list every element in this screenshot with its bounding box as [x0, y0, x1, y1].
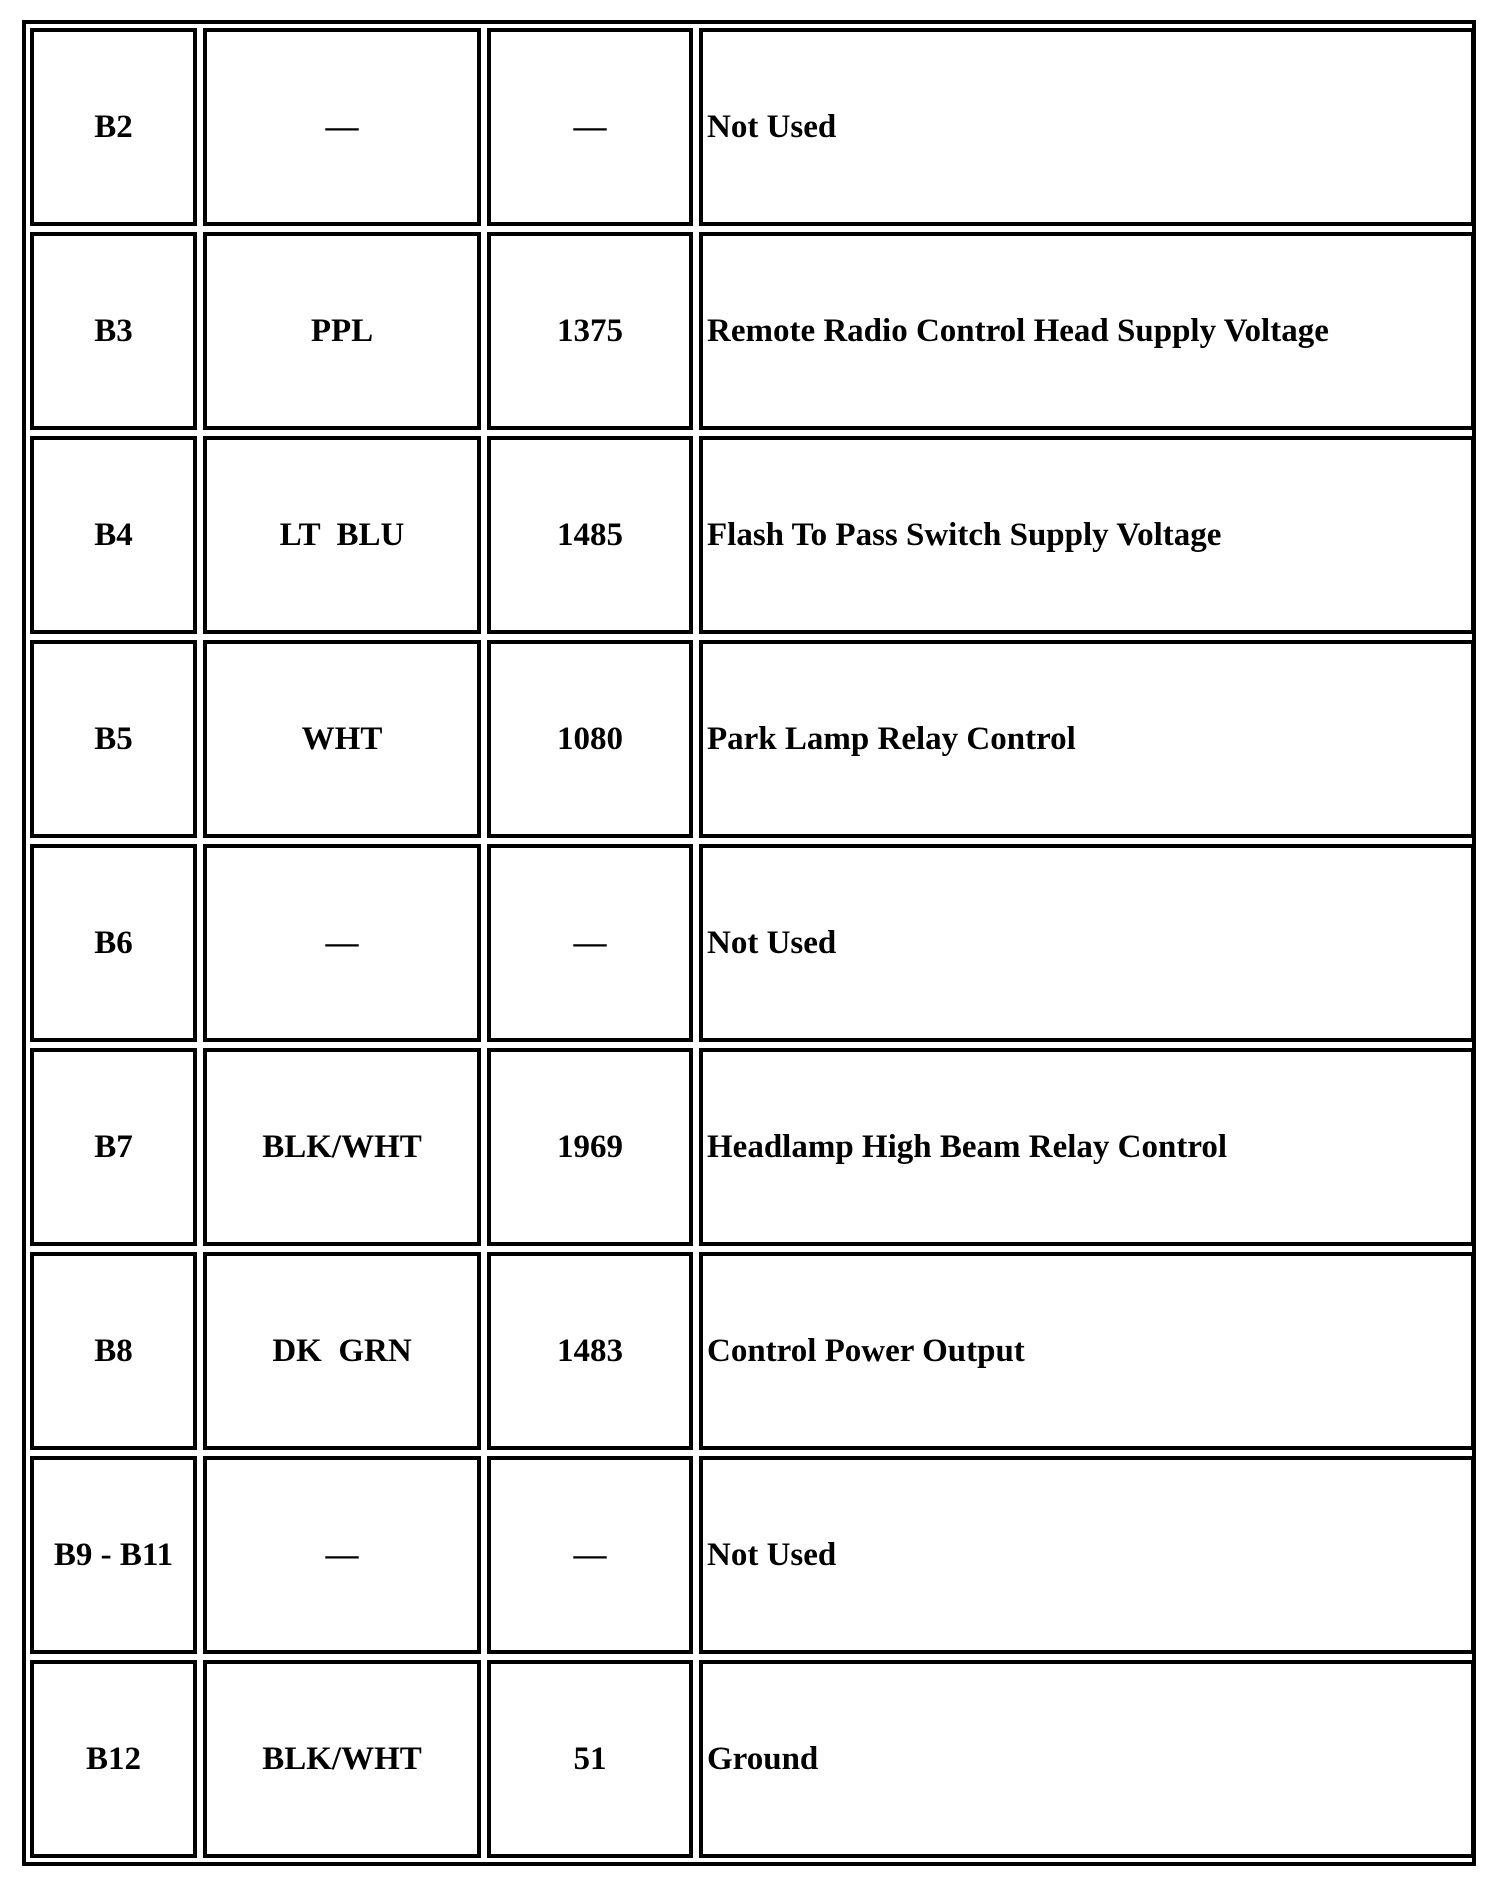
wire-color-cell: LT BLU	[203, 436, 481, 634]
pin-cell: B5	[30, 640, 197, 838]
connector-pinout-table	[24, 22, 1481, 1864]
function-cell: Headlamp High Beam Relay Control	[699, 1048, 1475, 1246]
circuit-cell: —	[487, 844, 693, 1042]
wire-color-cell: BLK/WHT	[203, 1660, 481, 1858]
pin-cell: B8	[30, 1252, 197, 1450]
circuit-cell: 1080	[487, 640, 693, 838]
function-cell: Ground	[699, 1660, 1475, 1858]
wire-color-cell: PPL	[203, 232, 481, 430]
table-row	[30, 232, 1475, 430]
table-row	[30, 1048, 1475, 1246]
pin-cell: B7	[30, 1048, 197, 1246]
function-cell: Not Used	[699, 28, 1475, 226]
circuit-cell: 1483	[487, 1252, 693, 1450]
pin-cell: B2	[30, 28, 197, 226]
pin-cell: B12	[30, 1660, 197, 1858]
wire-color-cell: —	[203, 28, 481, 226]
pin-cell: B6	[30, 844, 197, 1042]
circuit-cell: —	[487, 28, 693, 226]
table-row	[30, 640, 1475, 838]
wire-color-cell: BLK/WHT	[203, 1048, 481, 1246]
circuit-cell: 1485	[487, 436, 693, 634]
table-row	[30, 1660, 1475, 1858]
table-row	[30, 436, 1475, 634]
table-row	[30, 1252, 1475, 1450]
wire-color-cell: DK GRN	[203, 1252, 481, 1450]
table-row	[30, 28, 1475, 226]
table-row	[30, 1456, 1475, 1654]
pin-cell: B4	[30, 436, 197, 634]
function-cell: Control Power Output	[699, 1252, 1475, 1450]
circuit-cell: 1375	[487, 232, 693, 430]
pin-cell: B9 - B11	[30, 1456, 197, 1654]
table-row	[30, 844, 1475, 1042]
function-cell: Remote Radio Control Head Supply Voltage	[699, 232, 1475, 430]
wire-color-cell: —	[203, 1456, 481, 1654]
function-cell: Not Used	[699, 844, 1475, 1042]
wire-color-cell: WHT	[203, 640, 481, 838]
wire-color-cell: —	[203, 844, 481, 1042]
function-cell: Not Used	[699, 1456, 1475, 1654]
circuit-cell: 1969	[487, 1048, 693, 1246]
function-cell: Flash To Pass Switch Supply Voltage	[699, 436, 1475, 634]
function-cell: Park Lamp Relay Control	[699, 640, 1475, 838]
circuit-cell: 51	[487, 1660, 693, 1858]
pin-cell: B3	[30, 232, 197, 430]
circuit-cell: —	[487, 1456, 693, 1654]
